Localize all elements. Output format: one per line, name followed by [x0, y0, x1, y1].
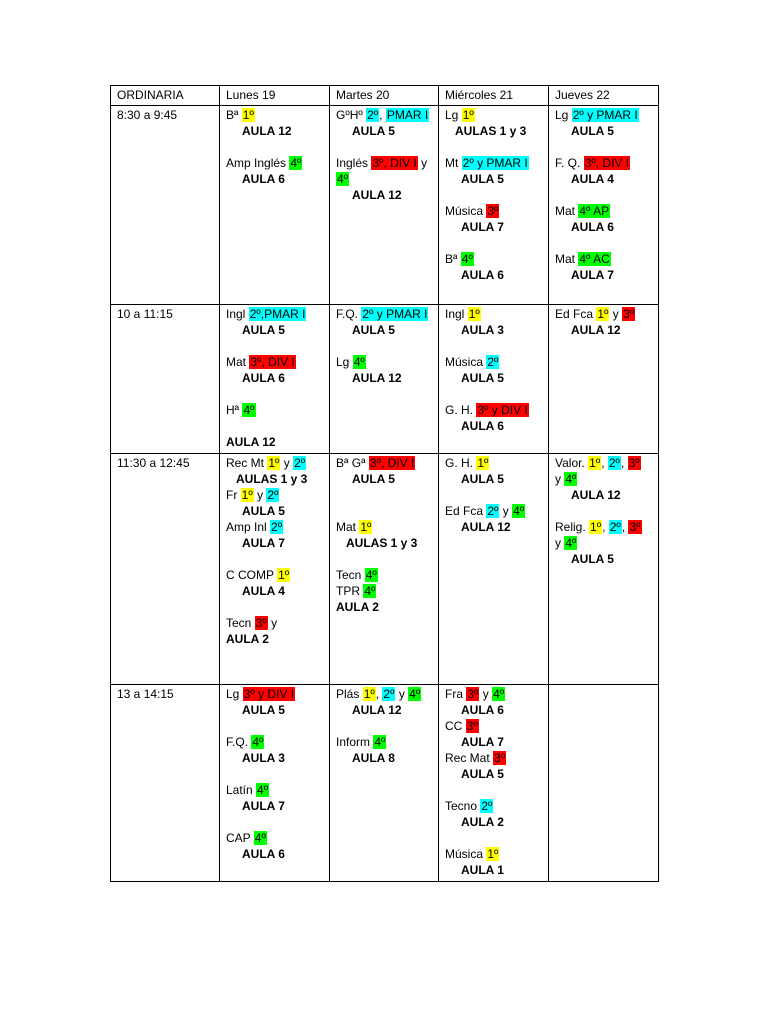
subject-line [336, 583, 432, 599]
subject-line [445, 718, 542, 734]
subject-text: y [555, 536, 565, 550]
subject-text: Mat [336, 520, 360, 534]
grade-highlight: 4º [565, 536, 577, 550]
subject-line [555, 471, 652, 487]
spacer [555, 139, 652, 155]
grade-highlight: 3º [467, 687, 479, 701]
subject-line [226, 354, 323, 370]
classroom-label: AULA 3 [242, 751, 285, 765]
subject-line [226, 782, 323, 798]
subject-line [226, 734, 323, 750]
subject-line [555, 455, 652, 471]
grade-highlight: 1º [242, 108, 254, 122]
grade-highlight: 4º [353, 355, 365, 369]
subject-text: Lg [555, 108, 572, 122]
grade-highlight: 2º [271, 520, 283, 534]
schedule-cell [220, 106, 330, 305]
subject-text: Mt [445, 156, 462, 170]
subject-text: , [375, 687, 383, 701]
subject-line [226, 107, 323, 123]
grade-highlight: 4º [290, 156, 302, 170]
subject-line [336, 107, 432, 123]
subject-text: Valor. [555, 456, 589, 470]
subject-text: Bª Gª [336, 456, 369, 470]
grade-highlight: 3º, DIV I [250, 355, 295, 369]
spacer [226, 766, 323, 782]
subject-text: , [602, 520, 609, 534]
subject-line [336, 567, 432, 583]
subject-line [555, 203, 652, 219]
classroom-label: AULA 12 [571, 323, 621, 337]
subject-line [445, 107, 542, 123]
schedule-cell [220, 305, 330, 454]
grade-highlight: 3º y DIV I [477, 403, 528, 417]
spacer [445, 187, 542, 203]
subject-text: Ed Fca [555, 307, 597, 321]
header-cell-martes: Martes 20 [330, 86, 439, 106]
header-cell-jueves: Jueves 22 [549, 86, 659, 106]
header-cell-lunes: Lunes 19 [220, 86, 330, 106]
classroom-label: AULA 5 [461, 172, 504, 186]
subject-text: Ed Fca [445, 504, 487, 518]
subject-line [445, 503, 542, 519]
subject-line [555, 535, 652, 551]
grade-highlight: 4º [409, 687, 421, 701]
grade-highlight: 2º [481, 799, 493, 813]
subject-line [336, 155, 432, 171]
subject-line [336, 519, 432, 535]
grade-highlight: 4º [337, 172, 349, 186]
subject-line [226, 155, 323, 171]
grade-highlight: 1º [487, 847, 499, 861]
spacer [226, 418, 323, 434]
classroom-label: AULA 5 [352, 472, 395, 486]
classroom-label: AULA 5 [352, 323, 395, 337]
subject-line [226, 686, 323, 702]
classroom-label: AULA 12 [571, 488, 621, 502]
classroom-label: AULAS 1 y 3 [346, 536, 418, 550]
spacer [336, 139, 432, 155]
subject-text: y [479, 687, 493, 701]
subject-text: Plás [336, 687, 363, 701]
subject-text: , [621, 520, 629, 534]
spacer [445, 235, 542, 251]
classroom-label: AULA 7 [461, 735, 504, 749]
grade-highlight: 2º [367, 108, 379, 122]
classroom-label: AULA 5 [242, 504, 285, 518]
spacer [226, 718, 323, 734]
subject-text: Ingl [226, 307, 249, 321]
grade-highlight: 2º [383, 687, 395, 701]
time-row [111, 685, 659, 882]
subject-text: GºHº [336, 108, 367, 122]
subject-text: , [620, 456, 628, 470]
grade-highlight: 2º [294, 456, 306, 470]
subject-text: G. H. [445, 403, 477, 417]
classroom-label: AULA 6 [461, 268, 504, 282]
spacer [226, 338, 323, 354]
schedule-cell [549, 685, 659, 882]
classroom-label: AULA 6 [571, 220, 614, 234]
subject-line [336, 686, 432, 702]
grade-highlight: 3º [466, 719, 478, 733]
grade-highlight: 4º [243, 403, 255, 417]
classroom-label: AULA 7 [242, 799, 285, 813]
classroom-label: AULA 3 [461, 323, 504, 337]
grade-highlight: 4º [461, 252, 473, 266]
classroom-label: AULA 4 [571, 172, 614, 186]
grade-highlight: 4º [513, 504, 525, 518]
schedule-cell [330, 685, 439, 882]
grade-highlight: 3º, DIV I [372, 156, 417, 170]
grade-highlight: PMAR I [386, 108, 429, 122]
subject-text: F.Q. [226, 735, 252, 749]
grade-highlight: 1º [468, 307, 480, 321]
classroom-label: AULA 12 [352, 188, 402, 202]
subject-text: Bª [445, 252, 461, 266]
subject-text: TPR [336, 584, 364, 598]
subject-text: Lg [226, 687, 243, 701]
subject-text: Rec Mat [445, 751, 494, 765]
grade-highlight: 4º [254, 831, 266, 845]
classroom-label: AULA 8 [352, 751, 395, 765]
subject-text: Mat [226, 355, 250, 369]
spacer [336, 487, 432, 503]
grade-highlight: 1º [597, 307, 609, 321]
spacer [226, 551, 323, 567]
subject-text: Relig. [555, 520, 590, 534]
subject-text: Mat [555, 252, 579, 266]
subject-text: , [379, 108, 386, 122]
subject-line [445, 686, 542, 702]
subject-text: Tecn [226, 616, 255, 630]
spacer [445, 139, 542, 155]
classroom-label: AULAS 1 y 3 [455, 124, 527, 138]
spacer [445, 338, 542, 354]
classroom-label: AULA 5 [571, 552, 614, 566]
grade-highlight: 4º [364, 584, 376, 598]
grade-highlight: 3º [629, 520, 641, 534]
subject-text: Ingl [445, 307, 468, 321]
time-row [111, 106, 659, 305]
classroom-label: AULA 5 [461, 371, 504, 385]
grade-highlight: 3º [628, 456, 640, 470]
classroom-label: AULA 12 [226, 435, 276, 449]
spacer [226, 814, 323, 830]
subject-text: Fra [445, 687, 467, 701]
classroom-label: AULA 7 [242, 536, 285, 550]
classroom-label: AULA 6 [461, 419, 504, 433]
subject-text: Tecn [336, 568, 365, 582]
subject-line [226, 567, 323, 583]
classroom-label: AULA 5 [461, 767, 504, 781]
subject-line [445, 155, 542, 171]
grade-highlight: 3º, DIV I [584, 156, 630, 170]
schedule-cell [439, 685, 549, 882]
time-cell: 13 a 14:15 [111, 685, 220, 882]
classroom-label: AULA 5 [352, 124, 395, 138]
header-cell-ordinaria: ORDINARIA [111, 86, 220, 106]
spacer [445, 487, 542, 503]
grade-highlight: 2º y PMAR I [362, 307, 428, 321]
grade-highlight: 1º [589, 456, 601, 470]
grade-highlight: 2º,PMAR I [249, 307, 306, 321]
subject-text: Lg [336, 355, 353, 369]
grade-highlight: 3º [255, 616, 267, 630]
spacer [445, 830, 542, 846]
subject-line [226, 487, 323, 503]
subject-text: CC [445, 719, 466, 733]
grade-highlight: 4º [365, 568, 377, 582]
classroom-label: AULA 6 [242, 172, 285, 186]
subject-text: y [395, 687, 409, 701]
grade-highlight: 1º [360, 520, 372, 534]
subject-line [226, 615, 323, 631]
spacer [336, 718, 432, 734]
subject-text: Inform [336, 735, 374, 749]
header-row [111, 86, 659, 106]
subject-line [445, 402, 542, 418]
grade-highlight: 4º [257, 783, 269, 797]
subject-line [336, 171, 432, 187]
classroom-label: AULA 6 [242, 371, 285, 385]
time-row [111, 305, 659, 454]
subject-line [445, 846, 542, 862]
classroom-label: AULA 2 [461, 815, 504, 829]
subject-text: y [253, 488, 267, 502]
grade-highlight: 4º [493, 687, 505, 701]
classroom-label: AULA 2 [336, 600, 379, 614]
classroom-label: AULAS 1 y 3 [236, 472, 308, 486]
schedule-cell [330, 454, 439, 685]
subject-text: y [280, 456, 294, 470]
subject-text: F.Q. [336, 307, 362, 321]
schedule-cell [220, 454, 330, 685]
subject-line [226, 402, 323, 418]
schedule-cell [549, 106, 659, 305]
spacer [226, 386, 323, 402]
time-row [111, 454, 659, 685]
subject-line [336, 354, 432, 370]
grade-highlight: 1º [590, 520, 602, 534]
spacer [336, 551, 432, 567]
grade-highlight: 1º [477, 456, 489, 470]
schedule-table [110, 85, 659, 882]
subject-text: Música [445, 204, 487, 218]
grade-highlight: 2º [487, 504, 499, 518]
subject-line [226, 830, 323, 846]
spacer [555, 503, 652, 519]
subject-line [445, 203, 542, 219]
subject-line [445, 354, 542, 370]
subject-text: Amp Inglés [226, 156, 290, 170]
classroom-label: AULA 4 [242, 584, 285, 598]
subject-text: Lg [445, 108, 462, 122]
grade-highlight: 3º [487, 204, 499, 218]
subject-line [445, 798, 542, 814]
grade-highlight: 1º [268, 456, 280, 470]
subject-line [445, 251, 542, 267]
time-cell: 10 a 11:15 [111, 305, 220, 454]
subject-line [445, 750, 542, 766]
grade-highlight: 3º y DIV I [243, 687, 295, 701]
spacer [555, 235, 652, 251]
header-cell-miercoles: Miércoles 21 [439, 86, 549, 106]
classroom-label: AULA 6 [242, 847, 285, 861]
subject-text: Tecno [445, 799, 481, 813]
classroom-label: AULA 1 [461, 863, 504, 877]
schedule-cell [439, 106, 549, 305]
subject-text: Mat [555, 204, 579, 218]
schedule-body [111, 86, 659, 882]
subject-text: y [267, 616, 278, 630]
subject-line [555, 306, 652, 322]
subject-text: y [499, 504, 513, 518]
grade-highlight: 4º [252, 735, 264, 749]
subject-line [445, 455, 542, 471]
classroom-label: AULA 12 [352, 703, 402, 717]
grade-highlight: 3º [494, 751, 506, 765]
schedule-cell [439, 454, 549, 685]
grade-highlight: 2º [267, 488, 279, 502]
subject-line [336, 306, 432, 322]
time-cell: 8:30 a 9:45 [111, 106, 220, 305]
classroom-label: AULA 7 [461, 220, 504, 234]
classroom-label: AULA 5 [571, 124, 614, 138]
classroom-label: AULA 2 [226, 632, 269, 646]
subject-text: CAP [226, 831, 254, 845]
subject-line [226, 306, 323, 322]
grade-highlight: 1º [363, 687, 375, 701]
subject-line [555, 107, 652, 123]
subject-line [555, 155, 652, 171]
subject-text: y [417, 156, 428, 170]
grade-highlight: 2º [609, 520, 621, 534]
schedule-cell [439, 305, 549, 454]
classroom-label: AULA 12 [352, 371, 402, 385]
grade-highlight: 4º [565, 472, 577, 486]
grade-highlight: 2º y PMAR I [572, 108, 638, 122]
classroom-label: AULA 7 [571, 268, 614, 282]
classroom-label: AULA 6 [461, 703, 504, 717]
subject-text: F. Q. [555, 156, 584, 170]
spacer [445, 782, 542, 798]
subject-line [336, 455, 432, 471]
subject-text: Fr [226, 488, 241, 502]
grade-highlight: 1º [241, 488, 253, 502]
grade-highlight: 2º [608, 456, 620, 470]
schedule-cell [220, 685, 330, 882]
grade-highlight: 2º [487, 355, 499, 369]
subject-text: Amp Inl [226, 520, 271, 534]
grade-highlight: 4º [374, 735, 386, 749]
subject-text: Música [445, 355, 487, 369]
subject-text: Música [445, 847, 487, 861]
schedule-cell [549, 454, 659, 685]
subject-text: y [609, 307, 623, 321]
classroom-label: AULA 5 [242, 323, 285, 337]
classroom-label: AULA 5 [461, 472, 504, 486]
grade-highlight: 3º [623, 307, 635, 321]
grade-highlight: 2º y PMAR I [462, 156, 528, 170]
schedule-cell [549, 305, 659, 454]
spacer [226, 599, 323, 615]
subject-line [226, 455, 323, 471]
spacer [226, 139, 323, 155]
grade-highlight: 1º [462, 108, 474, 122]
grade-highlight: 3º, DIV I [369, 456, 415, 470]
subject-text: Hª [226, 403, 243, 417]
grade-highlight: 1º [278, 568, 290, 582]
schedule-cell [330, 305, 439, 454]
classroom-label: AULA 12 [461, 520, 511, 534]
subject-text: Latín [226, 783, 257, 797]
subject-text: Rec Mt [226, 456, 268, 470]
spacer [336, 503, 432, 519]
grade-highlight: 4º AP [579, 204, 610, 218]
spacer [445, 386, 542, 402]
subject-text: C COMP [226, 568, 278, 582]
subject-line [555, 519, 652, 535]
classroom-label: AULA 12 [242, 124, 292, 138]
time-cell: 11:30 a 12:45 [111, 454, 220, 685]
subject-text: G. H. [445, 456, 477, 470]
spacer [555, 187, 652, 203]
grade-highlight: 4º AC [579, 252, 610, 266]
subject-text: y [555, 472, 565, 486]
subject-line [445, 306, 542, 322]
subject-text: , [601, 456, 608, 470]
subject-line [555, 251, 652, 267]
subject-text: Bª [226, 108, 242, 122]
spacer [336, 338, 432, 354]
subject-text: Inglés [336, 156, 372, 170]
subject-line [336, 734, 432, 750]
schedule-cell [330, 106, 439, 305]
classroom-label: AULA 5 [242, 703, 285, 717]
subject-line [226, 519, 323, 535]
